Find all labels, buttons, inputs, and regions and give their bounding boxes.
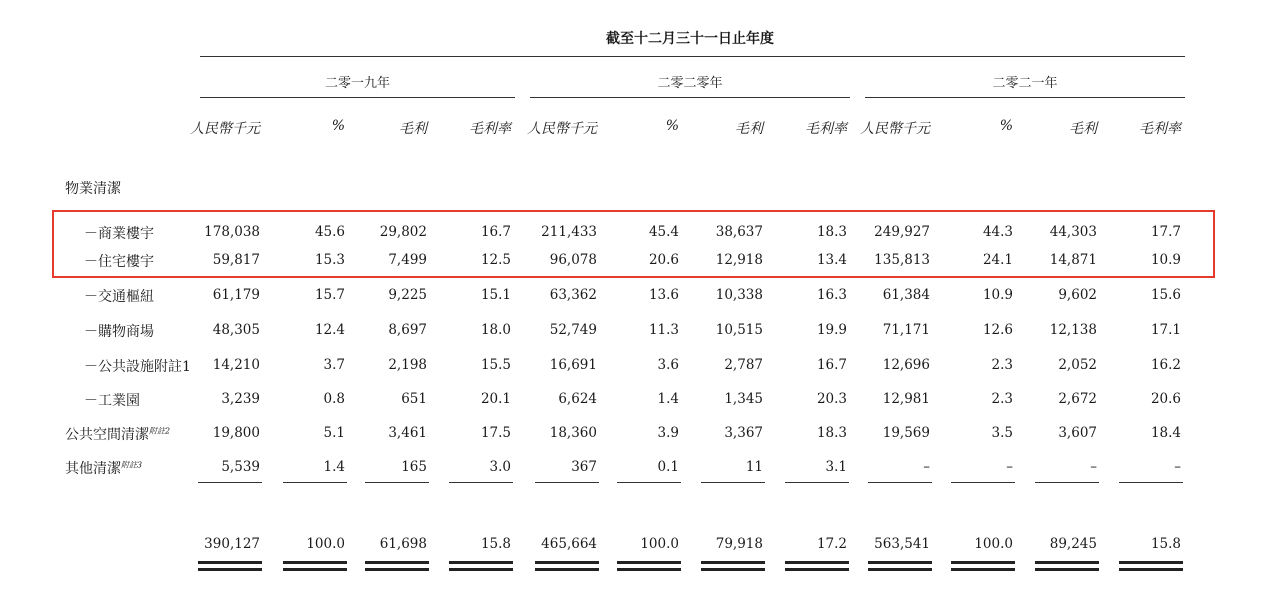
column-header: 人民幣千元 (527, 121, 597, 137)
total-double-rule (617, 561, 681, 564)
total-double-rule (1119, 568, 1183, 571)
table-cell: 3.5 (991, 425, 1013, 441)
row-label: －交通樞紐 (84, 289, 154, 305)
table-cell: 15.3 (314, 252, 345, 268)
table-cell: 16,691 (549, 357, 597, 373)
table-cell: 3,461 (388, 425, 427, 441)
total-cell: 79,918 (715, 536, 763, 552)
table-cell: 24.1 (982, 252, 1013, 268)
total-cell: 100.0 (306, 536, 345, 552)
title-rule (200, 56, 1185, 57)
subtotal-rule (283, 482, 347, 483)
table-cell: 2,198 (388, 357, 427, 373)
table-cell: 12.4 (314, 322, 345, 338)
table-cell: – (1006, 459, 1013, 475)
total-double-rule (1035, 568, 1099, 571)
table-cell: 2,787 (724, 357, 763, 373)
table-cell: 45.4 (648, 224, 679, 240)
table-cell: 15.5 (480, 357, 511, 373)
row-label: －住宅樓宇 (84, 254, 154, 270)
table-cell: 3,367 (724, 425, 763, 441)
table-cell: 3.7 (323, 357, 345, 373)
table-cell: 13.6 (648, 287, 679, 303)
footnote-marker: 附註3 (121, 460, 143, 470)
column-header: 毛利 (399, 121, 427, 137)
table-cell: 18,360 (549, 425, 597, 441)
row-label: 其他清潔$^{附註3}$ (65, 460, 143, 477)
table-cell: 0.8 (323, 391, 345, 407)
table-cell: 29,802 (379, 224, 427, 240)
table-cell: 20.3 (816, 391, 847, 407)
table-cell: 165 (401, 459, 427, 475)
section-label: 物業清潔 (65, 181, 121, 197)
table-cell: 12,981 (882, 391, 930, 407)
table-cell: 3.0 (489, 459, 511, 475)
table-cell: 52,749 (549, 322, 597, 338)
table-cell: 651 (401, 391, 427, 407)
table-cell: 11.3 (648, 322, 679, 338)
year-rule (200, 97, 515, 98)
column-header: 毛利 (1069, 121, 1097, 137)
highlight-box (52, 210, 1215, 278)
column-header: 人民幣千元 (860, 121, 930, 137)
column-header: 毛利率 (1139, 121, 1181, 137)
table-cell: 96,078 (549, 252, 597, 268)
table-cell: 20.6 (648, 252, 679, 268)
table-cell: 20.6 (1150, 391, 1181, 407)
column-header: 人民幣千元 (190, 121, 260, 137)
footnote-marker: 附註2 (149, 426, 171, 436)
table-cell: 12.5 (480, 252, 511, 268)
table-cell: 6,624 (558, 391, 597, 407)
year-rule (530, 97, 850, 98)
table-cell: 135,813 (874, 252, 930, 268)
table-cell: 3.9 (657, 425, 679, 441)
row-label: 公共空間清潔$^{附註2}$ (65, 426, 171, 443)
column-header: 毛利 (735, 121, 763, 137)
total-double-rule (449, 561, 513, 564)
table-cell: 14,210 (212, 357, 260, 373)
subtotal-rule (449, 482, 513, 483)
table-cell: 44,303 (1049, 224, 1097, 240)
total-double-rule (617, 568, 681, 571)
subtotal-rule (868, 482, 932, 483)
year-header: 二零二一年 (992, 76, 1058, 91)
subtotal-rule (1035, 482, 1099, 483)
subtotal-rule (198, 482, 262, 483)
table-cell: 12.6 (982, 322, 1013, 338)
year-header: 二零二零年 (657, 76, 723, 91)
total-double-rule (198, 561, 262, 564)
total-double-rule (283, 561, 347, 564)
row-label: －購物商場 (84, 324, 154, 340)
table-cell: 20.1 (480, 391, 511, 407)
table-cell: 2,672 (1058, 391, 1097, 407)
total-double-rule (365, 561, 429, 564)
total-double-rule (951, 561, 1015, 564)
table-cell: 1.4 (323, 459, 345, 475)
subtotal-rule (951, 482, 1015, 483)
table-cell: 19,569 (882, 425, 930, 441)
column-header: % (999, 118, 1013, 134)
table-cell: 48,305 (212, 322, 260, 338)
column-header: 毛利率 (805, 121, 847, 137)
table-cell: 44.3 (982, 224, 1013, 240)
table-cell: 1,345 (724, 391, 763, 407)
total-double-rule (1035, 561, 1099, 564)
table-cell: 17.1 (1150, 322, 1181, 338)
total-double-rule (785, 561, 849, 564)
table-cell: 3,607 (1058, 425, 1097, 441)
subtotal-rule (701, 482, 765, 483)
table-cell: 61,384 (882, 287, 930, 303)
column-header: % (665, 118, 679, 134)
table-cell: – (1090, 459, 1097, 475)
total-double-rule (535, 568, 599, 571)
table-cell: 178,038 (204, 224, 260, 240)
total-cell: 61,698 (379, 536, 427, 552)
total-double-rule (283, 568, 347, 571)
row-label: －商業樓宇 (84, 226, 154, 242)
table-cell: 16.2 (1150, 357, 1181, 373)
total-double-rule (951, 568, 1015, 571)
total-cell: 390,127 (204, 536, 260, 552)
table-cell: 15.7 (314, 287, 345, 303)
subtotal-rule (617, 482, 681, 483)
total-cell: 100.0 (640, 536, 679, 552)
total-double-rule (868, 568, 932, 571)
table-cell: 1.4 (657, 391, 679, 407)
table-cell: 59,817 (212, 252, 260, 268)
table-cell: 12,918 (715, 252, 763, 268)
table-cell: 17.7 (1150, 224, 1181, 240)
table-cell: 2.3 (991, 391, 1013, 407)
table-cell: 10.9 (1150, 252, 1181, 268)
table-cell: 249,927 (874, 224, 930, 240)
table-cell: 11 (745, 459, 763, 475)
total-cell: 465,664 (541, 536, 597, 552)
table-cell: 16.7 (816, 357, 847, 373)
table-cell: 18.3 (816, 425, 847, 441)
column-header: % (331, 118, 345, 134)
total-double-rule (868, 561, 932, 564)
table-cell: 13.4 (816, 252, 847, 268)
table-cell: 8,697 (388, 322, 427, 338)
total-double-rule (535, 561, 599, 564)
total-cell: 15.8 (1150, 536, 1181, 552)
subtotal-rule (785, 482, 849, 483)
row-label: －工業園 (84, 393, 140, 409)
table-cell: 18.4 (1150, 425, 1181, 441)
table-cell: 12,138 (1049, 322, 1097, 338)
total-double-rule (701, 568, 765, 571)
subtotal-rule (535, 482, 599, 483)
table-cell: 14,871 (1049, 252, 1097, 268)
table-cell: 5,539 (221, 459, 260, 475)
table-cell: 3.6 (657, 357, 679, 373)
total-double-rule (785, 568, 849, 571)
table-cell: 45.6 (314, 224, 345, 240)
table-cell: 61,179 (212, 287, 260, 303)
period-title: 截至十二月三十一日止年度 (606, 31, 774, 47)
subtotal-rule (1119, 482, 1183, 483)
table-cell: 10,338 (715, 287, 763, 303)
column-header: 毛利率 (469, 121, 511, 137)
table-cell: 367 (571, 459, 597, 475)
total-cell: 17.2 (816, 536, 847, 552)
table-cell: – (1174, 459, 1181, 475)
table-cell: 10.9 (982, 287, 1013, 303)
table-cell: 19,800 (212, 425, 260, 441)
table-cell: 18.3 (816, 224, 847, 240)
table-cell: 9,225 (388, 287, 427, 303)
table-cell: 2.3 (991, 357, 1013, 373)
total-double-rule (198, 568, 262, 571)
table-cell: 0.1 (657, 459, 679, 475)
table-cell: 18.0 (480, 322, 511, 338)
total-cell: 563,541 (874, 536, 930, 552)
total-cell: 89,245 (1049, 536, 1097, 552)
total-double-rule (701, 561, 765, 564)
table-cell: 15.1 (480, 287, 511, 303)
table-cell: – (923, 459, 930, 475)
table-cell: 12,696 (882, 357, 930, 373)
total-double-rule (449, 568, 513, 571)
table-cell: 211,433 (541, 224, 597, 240)
total-double-rule (1119, 561, 1183, 564)
table-cell: 38,637 (715, 224, 763, 240)
table-cell: 7,499 (388, 252, 427, 268)
table-cell: 17.5 (480, 425, 511, 441)
row-label: －公共設施附註1 (84, 359, 191, 375)
table-cell: 3.1 (825, 459, 847, 475)
table-cell: 9,602 (1058, 287, 1097, 303)
subtotal-rule (365, 482, 429, 483)
total-cell: 100.0 (974, 536, 1013, 552)
table-cell: 16.7 (480, 224, 511, 240)
table-cell: 19.9 (816, 322, 847, 338)
year-header: 二零一九年 (324, 76, 390, 91)
total-cell: 15.8 (480, 536, 511, 552)
table-cell: 10,515 (715, 322, 763, 338)
total-double-rule (365, 568, 429, 571)
table-cell: 5.1 (323, 425, 345, 441)
year-rule (865, 97, 1185, 98)
table-cell: 3,239 (221, 391, 260, 407)
table-cell: 15.6 (1150, 287, 1181, 303)
table-cell: 16.3 (816, 287, 847, 303)
table-cell: 63,362 (549, 287, 597, 303)
table-cell: 2,052 (1058, 357, 1097, 373)
table-cell: 71,171 (882, 322, 930, 338)
